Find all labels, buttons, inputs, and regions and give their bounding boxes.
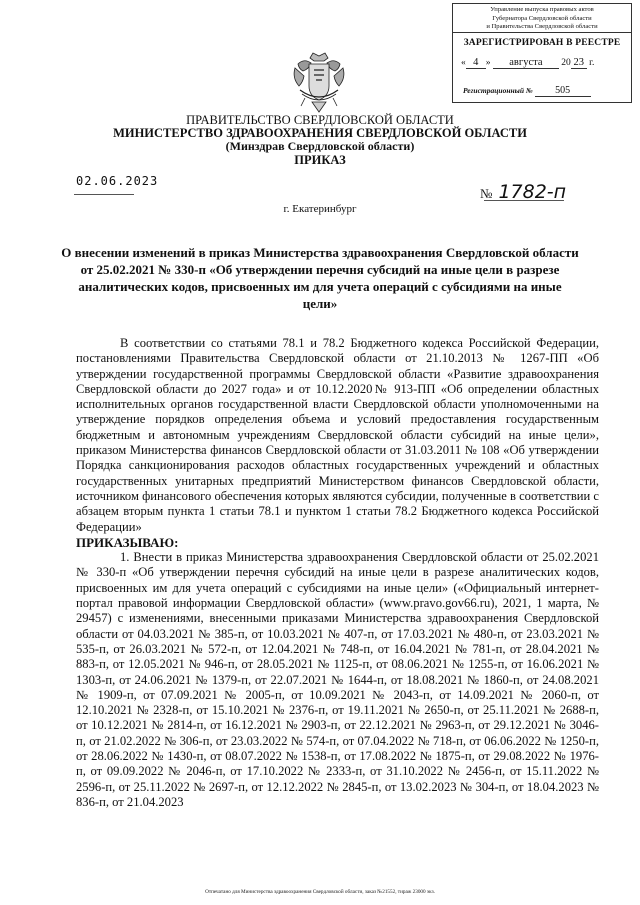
registration-year-unit: г. — [589, 58, 595, 68]
authority-line-3: и Правительства Свердловской области — [486, 23, 598, 31]
authority-line-1: Управление выпуска правовых актов — [490, 6, 594, 13]
registration-day: 4 — [466, 57, 486, 69]
registration-number: 505 — [535, 85, 591, 97]
ministry-short-name: (Минздрав Свердловской области) — [225, 139, 415, 153]
registration-date: « 4 » августа 20 23 г. — [461, 57, 595, 68]
registration-number-row — [463, 85, 591, 97]
ministry-name: МИНИСТЕРСТВО ЗДРАВООХРАНЕНИЯ СВЕРДЛОВСКОЙ ОБЛАСТИ — [113, 126, 527, 140]
order-date: 02.06.2023 — [76, 174, 159, 188]
registration-year-prefix: 20 — [561, 58, 571, 68]
registered-label: ЗАРЕГИСТРИРОВАН В РЕЕСТРЕ — [463, 38, 621, 48]
order-number-label: № — [480, 186, 493, 201]
registration-number-label: Регистрационный № — [463, 86, 533, 95]
registration-month: августа — [493, 57, 559, 69]
registration-year-suffix: 23 — [571, 57, 587, 69]
registry-authority-box — [452, 3, 632, 33]
date-underline — [74, 194, 134, 195]
coat-of-arms-icon — [290, 50, 348, 116]
government-name: ПРАВИТЕЛЬСТВО СВЕРДЛОВСКОЙ ОБЛАСТИ — [186, 113, 454, 127]
document-type: ПРИКАЗ — [294, 153, 346, 167]
authority-line-2: Губернатора Свердловской области — [492, 14, 592, 22]
document-title: О внесении изменений в приказ Министерства здравоохранения Свердловской области от 25.02.2021 № 330-п «Об утверждении перечня субсидий на иные цели в разрезе аналитических кодов, присвоенных им для учета операций с субсидиями на иные цели» — [61, 245, 579, 311]
order-number: 1782-п — [498, 181, 567, 203]
registration-stamp — [452, 33, 632, 103]
print-footer: Отпечатано для Министерства здравоохранения Свердловской области, заказ №21552, тираж 23000 экз. — [205, 889, 435, 895]
order-word: ПРИКАЗЫВАЮ: — [76, 534, 179, 550]
preamble-paragraph: В соответствии со статьями 78.1 и 78.2 Бюджетного кодекса Российской Федерации, постановлениями Правительства Свердловской области от 21.10.2013 № 1267-ПП «Об утверждении государственной программы Свердловской области «Развитие здравоохранения Свердловской области до 2027 года» и от 10.12.2020№ 913-ПП «Об определении областных исполнительных органов государственной власти Свердловской области уполномоченными на утверждение порядков определения объема и условий предоставления государственным бюджетным и автономным учреждениям Свердловской области субсидий на иные цели», приказом Министерства финансов Свердловской области от 31.03.2011 № 108 «Об утверждении Порядка санкционирования расходов областных государственных учреждений и областных государственных унитарных предприятий Министерством финансов Свердловской области, источником финансового обеспечения которых являются субсидии, полученные в соответствии с абзацем вторым пункта 1 статьи 78.1 и пунктом 1 статьи 78.2 Бюджетного кодекса Российской Федерации» — [76, 336, 599, 534]
number-underline — [484, 200, 564, 201]
document-body — [76, 336, 599, 810]
item-1-paragraph: 1. Внести в приказ Министерства здравоохранения Свердловской области от 25.02.2021 № 330-п «Об утверждении перечня субсидий на иные цели в разрезе аналитических кодов, присвоенных им для учета операций с субсидиями на иные цели» («Официальный интернет-портал правовой информации Свердловской области» (www.pravo.gov66.ru), 2021, 1 марта, № 29457) с изменениями, внесенными приказами Министерства здравоохранения Свердловской области от 04.03.2021 № 385-п, от 10.03.2021 № 407-п, от 17.03.2021 № 480-п, от 23.03.2021 № 535-п, от 26.03.2021 № 572-п, от 12.04.2021 № 748-п, от 16.04.2021 № 781-п, от 28.04.2021 № 883-п, от 12.05.2021 № 946-п, от 28.05.2021 № 1125-п, от 08.06.2021 № 1255-п, от 16.06.2021 № 1303-п, от 24.06.2021 № 1379-п, от 22.07.2021 № 1644-п, от 18.08.2021 № 1860-п, от 24.08.2021 № 1909-п, от 07.09.2021 № 2005-п, от 10.09.2021 № 2043-п, от 14.09.2021 № 2060-п, от 12.10.2021 № 2328-п, от 15.10.2021 № 2376-п, от 19.11.2021 № 2650-п, от 25.11.2021 № 2688-п, от 10.12.2021 № 2814-п, от 16.12.2021 № 2903-п, от 22.12.2021 № 2963-п, от 29.12.2021 № 3046-п, от 21.02.2022 № 306-п, от 23.03.2022 № 574-п, от 07.04.2022 № 718-п, от 06.06.2022 № 1250-п, от 28.06.2022 № 1430-п, от 08.07.2022 № 1538-п, от 17.08.2022 № 1875-п, от 29.08.2022 № 1976-п, от 09.09.2022 № 2046-п, от 17.10.2022 № 2333-п, от 31.10.2022 № 2456-п, от 15.11.2022 № 2596-п, от 25.11.2022 № 2697-п, от 12.12.2022 № 2845-п, от 13.02.2023 № 304-п, от 18.04.2023 № 836-п, от 21.04.2023 — [76, 550, 599, 809]
order-city: г. Екатеринбург — [283, 203, 357, 215]
